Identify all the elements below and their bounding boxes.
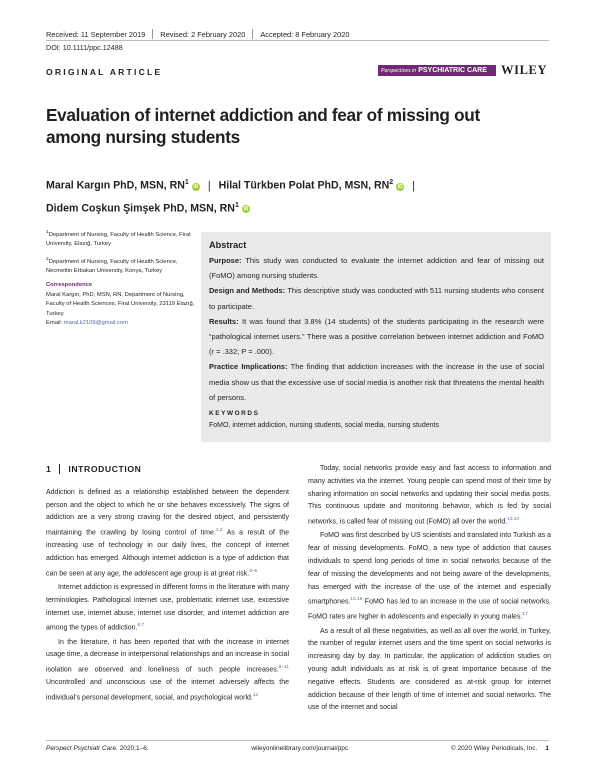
journal-logo-prefix: Perspectives in [381,68,417,74]
citation-link[interactable]: 13,14 [507,517,520,523]
affiliation-marker: 2 [46,256,49,262]
abstract-design-label: Design and Methods: [209,286,286,296]
author-separator: | [412,179,415,192]
correspondence-text: Maral Kargın, PhD, MSN, RN, Department of Nursing, Faculty of Health Sciences, Firat University, 23119 Elazığ, Turkey. [46,291,195,317]
keywords-heading: KEYWORDS [209,410,260,418]
paragraph-text: As a result of all these negativities, as well as all over the world, in Turkey, the number of regular internet users and the time spent on social networks is increasing day by day. In particular, the application of addiction studies on young adult individuals as at risk is of great importance because of the negative effects. Students are considered as at-risk group for internet addiction because of their length of time of internet and social networks. The use of the internet and social [308,627,551,712]
author-list [46,173,546,218]
date-separator [152,29,153,39]
page-footer [46,740,549,752]
author-affiliation-marker: 1 [184,179,189,186]
citation-link[interactable]: 6,7 [137,623,145,629]
paragraph [308,463,551,529]
author-affiliation-marker: 1 [234,201,239,209]
page-number: 1 [545,745,549,752]
abstract-heading: Abstract [209,240,247,250]
section-title: INTRODUCTION [68,464,142,474]
citation-link[interactable]: 12 [252,693,259,699]
paragraph [46,487,289,581]
paragraph-text: Uncontrolled and unconscious use of the internet adversely affects the individual’s personal development, social, and psychological world. [46,679,289,702]
author-affiliation-marker: 2 [389,179,394,186]
affiliation-text: Department of Nursing, Faculty of Health Science, Firat University, Elazığ, Turkey [46,231,191,248]
journal-logo[interactable] [378,65,496,76]
correspondence-heading: Correspondence [46,282,93,289]
affiliation-text: Department of Nursing, Faculty of Health Science, Necmettin Erbakan University, Konya, Turkey [46,258,178,275]
doi[interactable]: DOI: 10.1111/ppc.12488 [46,43,123,52]
body-column-left [46,463,289,706]
abstract-purpose-text: This study was conducted to evaluate the internet addiction and fear of missing out (FoMO) among nursing students. [209,256,544,281]
footer-url[interactable]: wileyonlinelibrary.com/journal/ppc [251,745,349,752]
abstract-design-text: This descriptive study was conducted with 511 nursing students who consent to participate. [209,286,545,311]
footer-right [451,745,549,752]
orcid-icon[interactable]: iD [243,206,249,213]
footer-journal: Perspect Psychiatr Care. [46,745,118,752]
citation-link[interactable]: 1,2 [215,528,223,534]
accepted-date: Accepted: 8 February 2020 [260,29,350,39]
affiliation-marker: 1 [46,230,49,235]
correspondence-email-link[interactable]: maral.k2109@gmail.com [63,320,128,327]
keywords-list: FoMO, internet addiction, nursing students, social media, nursing students [209,422,439,430]
correspondence-address [46,291,196,329]
body-column-right [308,463,551,716]
revised-date: Revised: 2 February 2020 [160,29,246,39]
citation-link[interactable]: 15,16 [350,597,363,603]
author-name[interactable]: Didem Coşkun Şimşek PhD, MSN, RN [46,202,235,215]
paragraph-text: In the literature, it has been reported that with the increase in internet usage time, a decrease in interpersonal relationships and an increase in social isolation are observed and loneliness of such people increases. [46,638,289,674]
abstract-results [209,314,544,360]
affiliation [46,255,196,277]
citation-link[interactable]: 17 [522,612,528,618]
footer-copyright: © 2020 Wiley Periodicals, Inc. [450,745,538,752]
article-title: Evaluation of internet addiction and fear of missing out among nursing students [46,105,480,147]
orcid-icon[interactable]: iD [193,183,199,190]
abstract-implications-label: Practice Implications: [209,362,288,372]
header-rule [46,40,549,41]
received-date: Received: 11 September 2019 [46,29,146,39]
citation-link[interactable]: 3–5 [249,568,258,574]
section-heading-separator [59,464,60,474]
footer-volume: 2020;1–6. [117,745,149,752]
paragraph [46,637,289,706]
affiliation [46,228,196,250]
paragraph-text: Today, social networks provide easy and fast access to information and many activities via the internet. Young people can spend most of their time by sharing information on social networks and updating their social media posts. This continuous update and monitoring behavior, which is fed by social networks, is called fear of missing out (FoMO) all over the world. [308,465,551,526]
abstract-results-text: It was found that 3.8% (14 students) of the students participating in the research were “pathological internet users.” There was a positive correlation between internet addiction and FoMO (r = .332; P = .000). [209,316,544,357]
abstract-purpose-label: Purpose: [209,256,242,265]
abstract-results-label: Results: [209,316,239,326]
paragraph-text: FoMO was first described by US scientists and translated into Turkish as a fear of missing developments. FoMO, a new type of addiction that causes individuals to spend long periods of time in social networks because of the fear of missing the developments and not being aware of the developments, has emerged with the increase of the use of the internet and especially smartphones. [308,532,551,606]
journal-logo-name: PSYCHIATRIC CARE [418,67,487,74]
footer-rule [46,740,549,741]
paragraph [46,582,289,636]
email-label: Email: [46,320,63,327]
paragraph [308,626,551,716]
paragraph [308,530,551,624]
paragraph-text: As a result of the increasing use of technology in our daily lives, the concept of internet addiction has emerged. Although internet addiction is a type of addiction that can be seen at any age, the adolescent age group is at great risk. [46,529,289,578]
author-name[interactable]: Maral Kargın PhD, MSN, RN [46,179,185,192]
orcid-icon[interactable]: iD [397,183,403,190]
author-separator: | [207,179,211,192]
author-name[interactable]: Hilal Türkben Polat PhD, MSN, RN [218,179,390,192]
paragraph-text: FoMO has led to an increase in the use of social networks. FoMO rates are higher in adolescents and especially in young males. [308,598,551,621]
date-separator [252,29,253,39]
paragraph-text: Addiction is defined as a relationship established between the dependent person and the object to which he or she behaves excessively. The signs of addiction are a very strong craving for the desired object, and persistently maintaining the crawling by losing control of time. [46,488,289,537]
submission-dates [46,29,350,39]
abstract-box [201,232,551,442]
section-number: 1 [46,464,52,474]
footer-citation [46,745,149,752]
abstract-implications [209,359,544,405]
citation-link[interactable]: 8–11 [278,665,289,671]
publisher-logo[interactable]: WILEY [501,63,548,77]
abstract-purpose [209,253,544,283]
footer-row [46,745,549,752]
section-heading [46,463,289,476]
affiliations-panel [46,228,196,334]
abstract-design [209,283,544,313]
abstract-implications-text: The finding that addiction increases with the increase in the use of social media show us that the excessive use of social media is another risk that threatens the mental health of persons. [209,362,545,402]
paragraph-text: Internet addiction is expressed in different forms in the literature with many terminologies. Pathological internet use, problematic internet use, excessive internet use, internet abuse, internet use disorder, and internet addiction are among the types of addiction. [46,584,289,632]
article-type: ORIGINAL ARTICLE [46,67,163,77]
